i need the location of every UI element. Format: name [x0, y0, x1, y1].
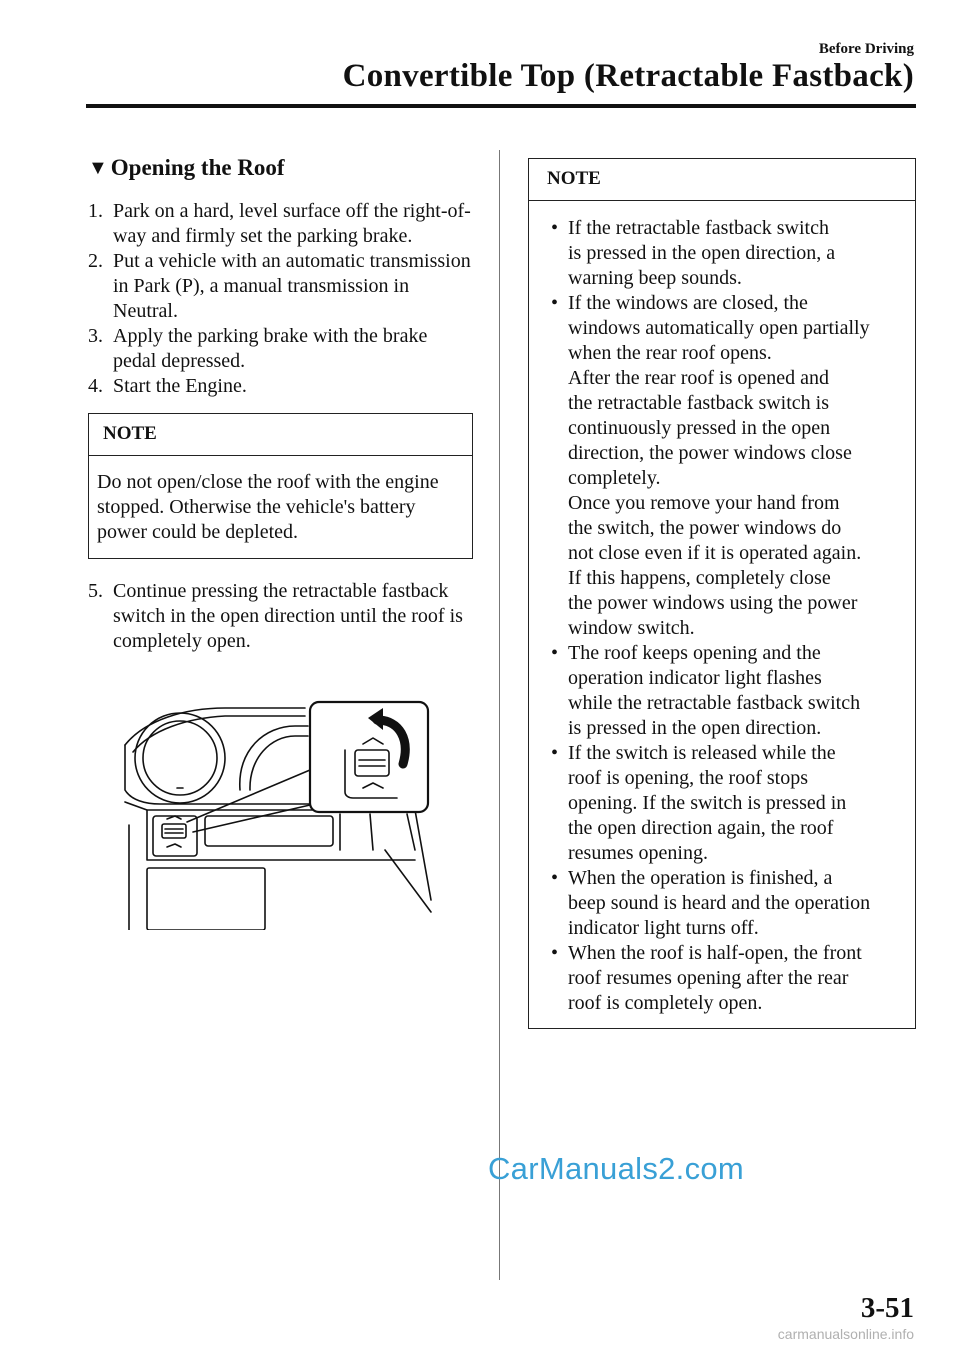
footer-watermark-link[interactable]: carmanualsonline.info: [777, 1326, 914, 1342]
bullet-item: [541, 741, 911, 866]
note-heading: NOTE: [529, 159, 915, 201]
step-item: [88, 324, 473, 374]
bullet-item: [541, 291, 911, 641]
step-number: 1.: [88, 200, 103, 222]
step-item: [88, 249, 473, 324]
step-number: 4.: [88, 375, 103, 397]
dashboard-switch-illustration: [115, 690, 440, 930]
section-label: Before Driving: [818, 41, 914, 57]
step-item: [88, 374, 473, 399]
bullet-item: [541, 866, 911, 941]
bullet-dot: •: [550, 942, 558, 964]
subsection-heading: [88, 155, 473, 181]
bullet-dot: •: [550, 742, 558, 764]
left-column: [88, 155, 473, 654]
step-text: Apply the parking brake with the brake pedal depressed.: [113, 325, 428, 372]
step-text: Continue pressing the retractable fastback switch in the open direction until the roof is completely open.: [113, 580, 463, 652]
step-number: 2.: [88, 250, 103, 272]
step-number: 3.: [88, 325, 103, 347]
step-text: Put a vehicle with an automatic transmission in Park (P), a manual transmission in Neutral.: [113, 250, 471, 322]
bullet-text: If the retractable fastback switch is pressed in the open direction, a warning beep sounds.: [568, 217, 836, 289]
note-bullets: [529, 201, 915, 1028]
bullet-text: If the switch is released while the roof is opening, the roof stops opening. If the switch is pressed in the open direction again, the roof resumes opening.: [568, 742, 847, 864]
page-number: 3-51: [860, 1292, 914, 1324]
step-text: Start the Engine.: [113, 375, 247, 397]
watermark-link[interactable]: CarManuals2.com: [488, 1151, 745, 1186]
column-divider: [499, 150, 500, 1280]
steps-list: [88, 199, 473, 399]
steps-list-continued: [88, 579, 473, 654]
step-item: [88, 579, 473, 654]
bullet-dot: •: [550, 292, 558, 314]
step-item: [88, 199, 473, 249]
step-number: 5.: [88, 580, 103, 602]
note-box: [88, 413, 473, 559]
bullet-item: [541, 216, 911, 291]
note-text: Do not open/close the roof with the engine stopped. Otherwise the vehicle's battery power could be depleted.: [97, 471, 439, 543]
header-rule: [86, 104, 916, 108]
triangle-bullet-icon: ▼: [88, 156, 108, 179]
step-text: Park on a hard, level surface off the right-of-way and firmly set the parking brake.: [113, 200, 471, 247]
bullet-item: [541, 641, 911, 741]
bullet-dot: •: [550, 217, 558, 239]
note-heading: NOTE: [89, 414, 472, 456]
bullet-text: If the windows are closed, the windows automatically open partially when the rear roof opens. After the rear roof is opened and the retractable fastback switch is continuously pressed in the open direction, the power windows close completely. Once you remove your hand from the switch, the power windows do not close even if it is operated again. If this happens, completely close the power windows using the power window switch.: [568, 292, 870, 639]
bullet-item: [541, 941, 911, 1016]
bullet-dot: •: [550, 867, 558, 889]
bullet-text: When the roof is half-open, the front roof resumes opening after the rear roof is completely open.: [568, 942, 862, 1014]
page-title: Convertible Top (Retractable Fastback): [342, 58, 914, 94]
bullet-text: When the operation is finished, a beep sound is heard and the operation indicator light turns off.: [568, 867, 871, 939]
subsection-title: Opening the Roof: [110, 155, 285, 180]
bullet-text: The roof keeps opening and the operation indicator light flashes while the retractable fastback switch is pressed in the open direction.: [568, 642, 861, 739]
note-box-right: [528, 158, 916, 1029]
bullet-dot: •: [550, 642, 558, 664]
